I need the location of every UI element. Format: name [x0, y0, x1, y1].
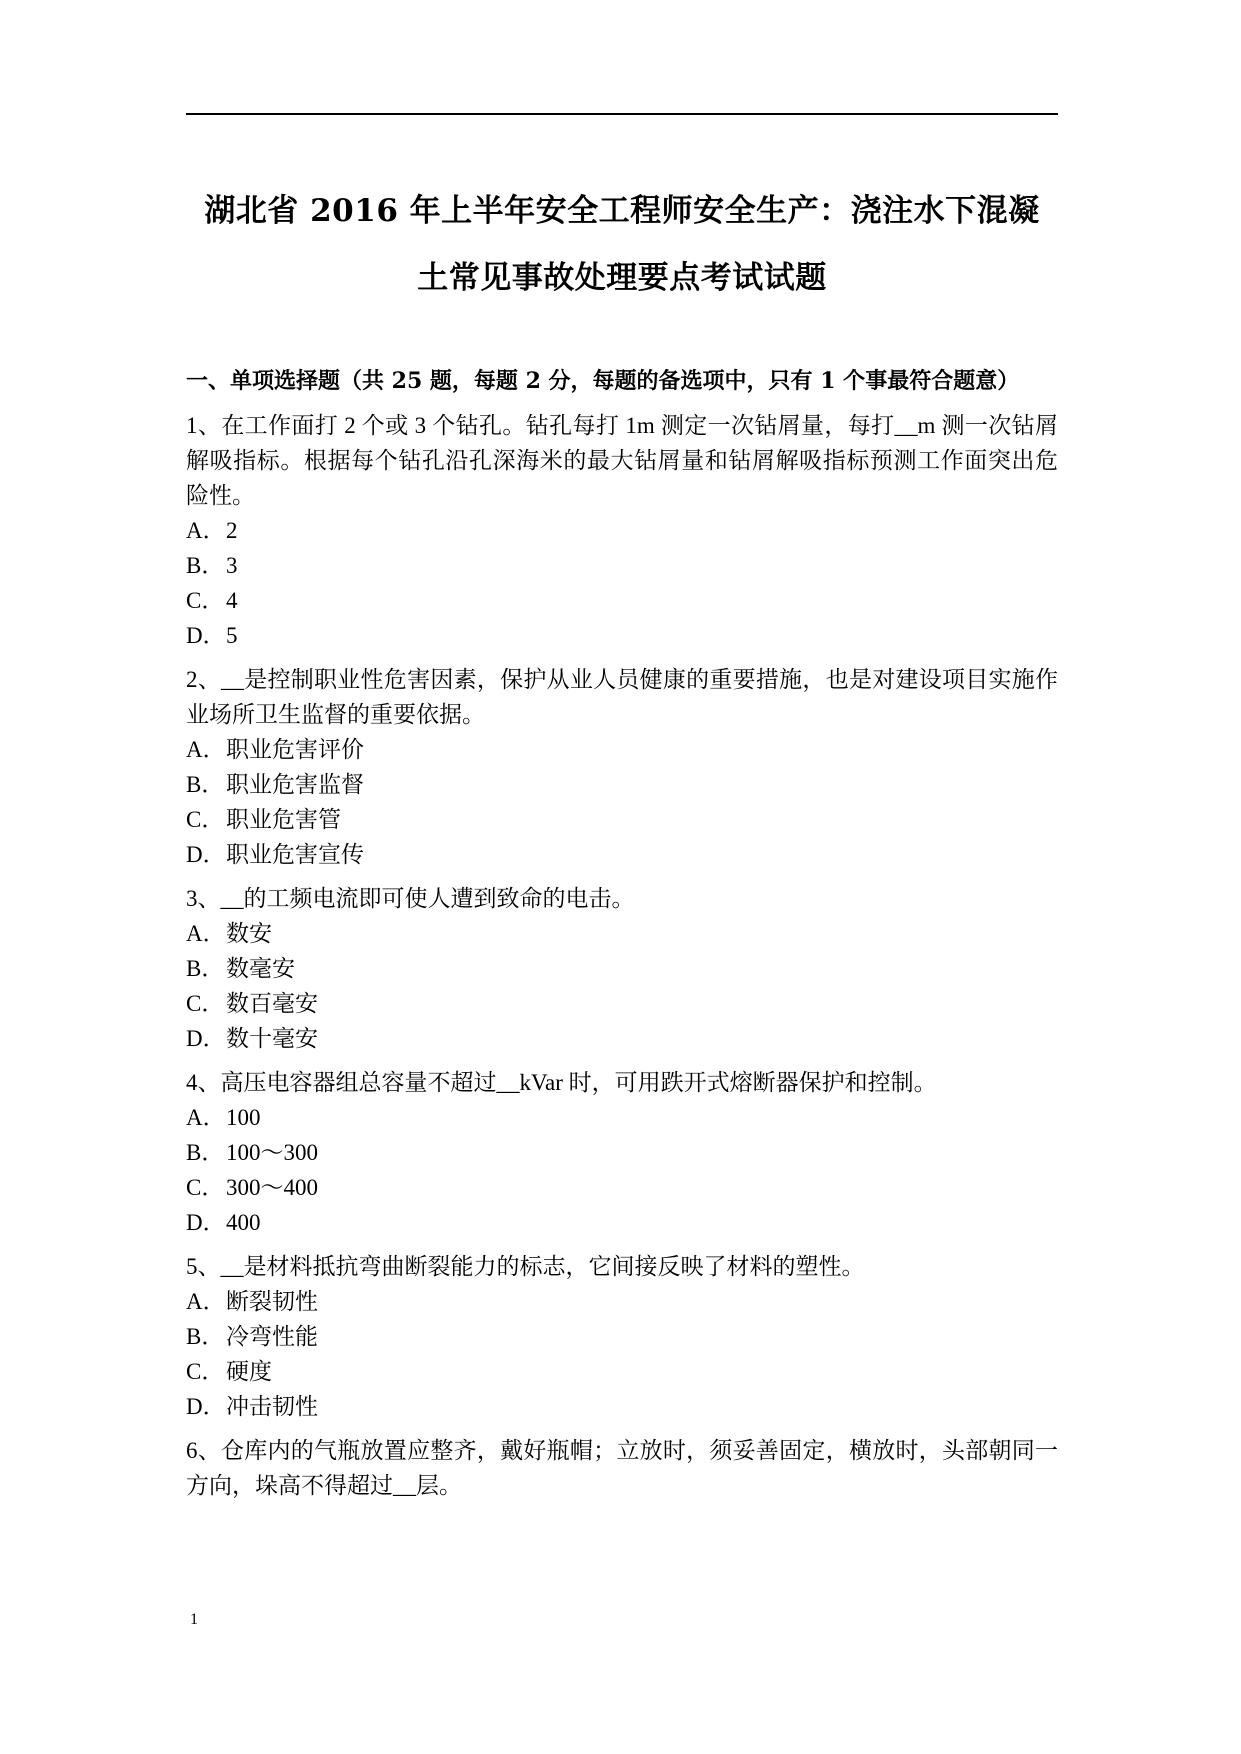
- option-letter: B．: [186, 956, 225, 981]
- option-letter: A．: [186, 1289, 226, 1314]
- question-stem: 3、__的工频电流即可使人遭到致命的电击。: [186, 886, 635, 911]
- answer-option: [186, 1205, 1058, 1240]
- option-letter: A．: [186, 518, 226, 543]
- question-stem: 4、高压电容器组总容量不超过__kVar 时，可用跌开式熔断器保护和控制。: [186, 1070, 937, 1095]
- option-text: 3: [226, 553, 238, 578]
- option-letter: D．: [186, 842, 226, 867]
- section-heading: 一、单项选择题（共 25 题，每题 2 分，每题的备选项中，只有 1 个事最符合题意）: [186, 368, 1020, 394]
- answer-option: [186, 1284, 1058, 1319]
- option-text: 100: [226, 1105, 261, 1130]
- option-text: 冷弯性能: [226, 1324, 318, 1349]
- option-letter: C．: [186, 588, 225, 613]
- question-6: [186, 1433, 1058, 1503]
- question-1: [186, 408, 1058, 653]
- answer-option: [186, 1319, 1058, 1354]
- option-text: 职业危害评价: [226, 737, 364, 762]
- option-text: 4: [226, 588, 238, 613]
- option-letter: D．: [186, 1026, 226, 1051]
- option-text: 数毫安: [226, 956, 295, 981]
- option-text: 300～400: [226, 1175, 318, 1200]
- option-text: 职业危害宣传: [226, 842, 364, 867]
- option-text: 职业危害监督: [226, 772, 364, 797]
- answer-option: [186, 767, 1058, 802]
- answer-option: [186, 732, 1058, 767]
- question-stem: 2、__是控制职业性危害因素，保护从业人员健康的重要措施，也是对建设项目实施作业场所卫生监督的重要依据。: [186, 667, 1058, 727]
- question-stem: 1、在工作面打 2 个或 3 个钻孔。钻孔每打 1m 测定一次钻屑量，每打__m 测一次钻屑解吸指标。根据每个钻孔沿孔深海米的最大钻屑量和钻屑解吸指标预测工作面突出危险性。: [186, 413, 1058, 508]
- answer-option: [186, 513, 1058, 548]
- option-text: 职业危害管: [226, 807, 341, 832]
- header-rule: [186, 113, 1058, 115]
- title-line-2: 土常见事故处理要点考试试题: [417, 260, 827, 296]
- option-text: 数百毫安: [226, 991, 318, 1016]
- title-line-1: 湖北省 2016 年上半年安全工程师安全生产：浇注水下混凝: [204, 193, 1040, 229]
- document-body: [186, 364, 1058, 1512]
- answer-option: [186, 916, 1058, 951]
- question-stem: 5、__是材料抵抗弯曲断裂能力的标志，它间接反映了材料的塑性。: [186, 1254, 865, 1279]
- option-letter: C．: [186, 807, 225, 832]
- answer-option: [186, 1021, 1058, 1056]
- option-letter: C．: [186, 1175, 225, 1200]
- option-text: 100～300: [226, 1140, 318, 1165]
- answer-option: [186, 583, 1058, 618]
- option-letter: B．: [186, 1140, 225, 1165]
- question-list: [186, 408, 1058, 1503]
- option-letter: A．: [186, 737, 226, 762]
- option-text: 硬度: [226, 1359, 272, 1384]
- question-4: [186, 1065, 1058, 1240]
- option-letter: A．: [186, 921, 226, 946]
- answer-option: [186, 802, 1058, 837]
- answer-option: [186, 1170, 1058, 1205]
- option-text: 断裂韧性: [226, 1289, 318, 1314]
- question-3: [186, 881, 1058, 1056]
- option-letter: D．: [186, 1394, 226, 1419]
- document-title: [186, 178, 1058, 312]
- answer-option: [186, 618, 1058, 653]
- option-text: 5: [226, 623, 238, 648]
- option-letter: B．: [186, 772, 225, 797]
- option-text: 2: [226, 518, 238, 543]
- question-5: [186, 1249, 1058, 1424]
- option-letter: A．: [186, 1105, 226, 1130]
- option-letter: C．: [186, 1359, 225, 1384]
- option-text: 数十毫安: [226, 1026, 318, 1051]
- answer-option: [186, 951, 1058, 986]
- answer-option: [186, 1100, 1058, 1135]
- option-letter: C．: [186, 991, 225, 1016]
- answer-option: [186, 1135, 1058, 1170]
- answer-option: [186, 1389, 1058, 1424]
- option-letter: D．: [186, 1210, 226, 1235]
- page-number: 1: [190, 1611, 198, 1628]
- answer-option: [186, 986, 1058, 1021]
- answer-option: [186, 548, 1058, 583]
- answer-option: [186, 837, 1058, 872]
- option-text: 数安: [226, 921, 272, 946]
- option-letter: B．: [186, 1324, 225, 1349]
- option-text: 400: [226, 1210, 261, 1235]
- option-letter: B．: [186, 553, 225, 578]
- option-letter: D．: [186, 623, 226, 648]
- question-2: [186, 662, 1058, 872]
- answer-option: [186, 1354, 1058, 1389]
- question-stem: 6、仓库内的气瓶放置应整齐，戴好瓶帽；立放时，须妥善固定，横放时，头部朝同一方向，垛高不得超过__层。: [186, 1438, 1058, 1498]
- option-text: 冲击韧性: [226, 1394, 318, 1419]
